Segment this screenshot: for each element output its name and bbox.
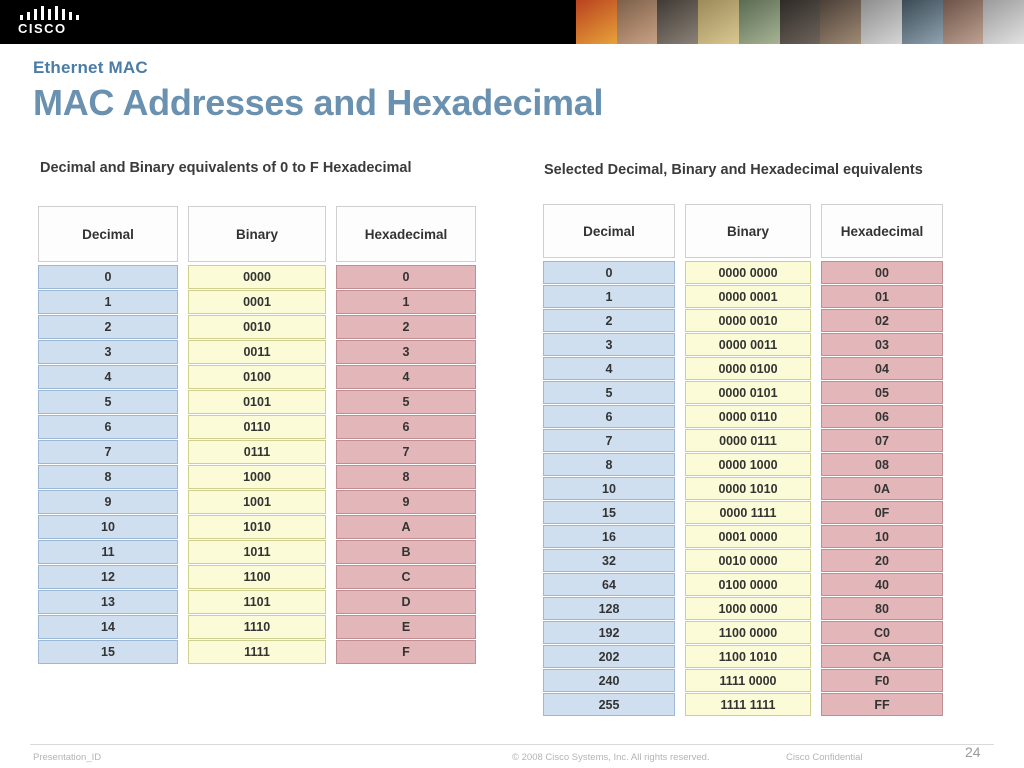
- header-photo-strip: [576, 0, 1024, 44]
- table-cell: 1101: [188, 590, 326, 614]
- header-photo: [739, 0, 780, 44]
- hex-conversion-table-left: [38, 206, 476, 664]
- footer-copyright: © 2008 Cisco Systems, Inc. All rights reserved.: [512, 752, 710, 763]
- table-cell: 5: [38, 390, 178, 414]
- table-cell: 1: [543, 285, 675, 308]
- table-cell: 3: [336, 340, 476, 364]
- table-column-hexadecimal: [821, 204, 943, 716]
- table-cell: 32: [543, 549, 675, 572]
- table-cell: F: [336, 640, 476, 664]
- table-cell: C: [336, 565, 476, 589]
- table-cell: 15: [38, 640, 178, 664]
- table-cell: 15: [543, 501, 675, 524]
- table-column-decimal: [543, 204, 675, 716]
- table-cell: 7: [336, 440, 476, 464]
- table-cell: 1011: [188, 540, 326, 564]
- table-cell: 0101: [188, 390, 326, 414]
- table-cell: 1110: [188, 615, 326, 639]
- table-cell: 14: [38, 615, 178, 639]
- table-cell: 40: [821, 573, 943, 596]
- table-cell: 1100: [188, 565, 326, 589]
- table-cell: 16: [543, 525, 675, 548]
- header-photo: [943, 0, 984, 44]
- table-cell: C0: [821, 621, 943, 644]
- table-cell: 1000: [188, 465, 326, 489]
- table-cell: FF: [821, 693, 943, 716]
- table-cell: 255: [543, 693, 675, 716]
- hex-conversion-table-right: [543, 204, 943, 716]
- table-cell: 0F: [821, 501, 943, 524]
- header-photo: [902, 0, 943, 44]
- table-cell: 0111: [188, 440, 326, 464]
- table-cell: 0001: [188, 290, 326, 314]
- cisco-logo-bar: [48, 9, 51, 20]
- page-title: MAC Addresses and Hexadecimal: [33, 82, 604, 123]
- table-cell: 9: [336, 490, 476, 514]
- table-cell: 6: [543, 405, 675, 428]
- table-cell: 08: [821, 453, 943, 476]
- table-cell: 1: [336, 290, 476, 314]
- table-column-decimal: [38, 206, 178, 664]
- table-cell: 240: [543, 669, 675, 692]
- table-cell: 0A: [821, 477, 943, 500]
- footer-divider: [30, 744, 994, 745]
- table-cell: 0000: [188, 265, 326, 289]
- footer-confidentiality: Cisco Confidential: [786, 752, 863, 763]
- table-cell: 3: [543, 333, 675, 356]
- table-cell: 10: [821, 525, 943, 548]
- table-cell: 4: [543, 357, 675, 380]
- table-cell: 80: [821, 597, 943, 620]
- table-cell: 03: [821, 333, 943, 356]
- cisco-logo-bar: [69, 12, 72, 20]
- table-cell: 0: [336, 265, 476, 289]
- table-cell: 7: [543, 429, 675, 452]
- table-cell: 6: [336, 415, 476, 439]
- table-cell: 2: [38, 315, 178, 339]
- table-cell: 01: [821, 285, 943, 308]
- table-cell: 202: [543, 645, 675, 668]
- table-cell: 06: [821, 405, 943, 428]
- table-cell: 3: [38, 340, 178, 364]
- column-header: Hexadecimal: [821, 204, 943, 258]
- table-cell: 64: [543, 573, 675, 596]
- table-cell: 1010: [188, 515, 326, 539]
- table-cell: 1100 1010: [685, 645, 811, 668]
- table-cell: 00: [821, 261, 943, 284]
- header-photo: [657, 0, 698, 44]
- table-cell: 0100: [188, 365, 326, 389]
- cisco-logo-bars: [20, 6, 82, 20]
- table-cell: 1111 1111: [685, 693, 811, 716]
- table-cell: 04: [821, 357, 943, 380]
- table-cell: 4: [336, 365, 476, 389]
- column-header: Hexadecimal: [336, 206, 476, 262]
- table-cell: 1: [38, 290, 178, 314]
- table-cell: 7: [38, 440, 178, 464]
- slide-kicker: Ethernet MAC: [33, 58, 148, 77]
- table-cell: 1111: [188, 640, 326, 664]
- table-cell: 1100 0000: [685, 621, 811, 644]
- cisco-logo: [18, 6, 138, 38]
- table-cell: 0001 0000: [685, 525, 811, 548]
- table-cell: 8: [336, 465, 476, 489]
- table-cell: 9: [38, 490, 178, 514]
- table-cell: 8: [38, 465, 178, 489]
- table-cell: 12: [38, 565, 178, 589]
- column-header: Binary: [685, 204, 811, 258]
- table-column-binary: [685, 204, 811, 716]
- table-cell: 1000 0000: [685, 597, 811, 620]
- table-cell: 0000 0100: [685, 357, 811, 380]
- table-cell: 02: [821, 309, 943, 332]
- header-photo: [820, 0, 861, 44]
- table-column-hexadecimal: [336, 206, 476, 664]
- table-cell: 8: [543, 453, 675, 476]
- table-cell: 128: [543, 597, 675, 620]
- column-header: Binary: [188, 206, 326, 262]
- header-photo: [780, 0, 821, 44]
- table-cell: 11: [38, 540, 178, 564]
- table-cell: 1111 0000: [685, 669, 811, 692]
- table-cell: 10: [38, 515, 178, 539]
- header-photo: [698, 0, 739, 44]
- table-cell: 0011: [188, 340, 326, 364]
- table-cell: 0000 0101: [685, 381, 811, 404]
- cisco-logo-wordmark: CISCO: [18, 21, 67, 36]
- table-cell: 05: [821, 381, 943, 404]
- page-number: 24: [965, 744, 981, 760]
- table-cell: 0000 1000: [685, 453, 811, 476]
- table-cell: 10: [543, 477, 675, 500]
- table-cell: 0000 0011: [685, 333, 811, 356]
- header-photo: [617, 0, 658, 44]
- table-cell: 6: [38, 415, 178, 439]
- cisco-logo-bar: [20, 15, 23, 20]
- cisco-logo-bar: [55, 6, 58, 20]
- cisco-logo-bar: [34, 9, 37, 20]
- table-cell: 0000 0111: [685, 429, 811, 452]
- cisco-logo-bar: [27, 12, 30, 20]
- cisco-logo-bar: [76, 15, 79, 20]
- column-header: Decimal: [543, 204, 675, 258]
- table-cell: 5: [543, 381, 675, 404]
- table-cell: 0100 0000: [685, 573, 811, 596]
- table-cell: 0: [38, 265, 178, 289]
- footer-presentation-id: Presentation_ID: [33, 752, 102, 763]
- table-cell: 192: [543, 621, 675, 644]
- table-cell: A: [336, 515, 476, 539]
- table-cell: 0000 0010: [685, 309, 811, 332]
- table-cell: 2: [336, 315, 476, 339]
- table-cell: 0010: [188, 315, 326, 339]
- table-cell: 0010 0000: [685, 549, 811, 572]
- table-cell: E: [336, 615, 476, 639]
- table-cell: B: [336, 540, 476, 564]
- table-cell: 1001: [188, 490, 326, 514]
- table-caption-right: Selected Decimal, Binary and Hexadecimal equivalents: [544, 162, 923, 178]
- header-photo: [861, 0, 902, 44]
- table-caption-left: Decimal and Binary equivalents of 0 to F Hexadecimal: [40, 160, 412, 176]
- column-header: Decimal: [38, 206, 178, 262]
- cisco-logo-bar: [62, 9, 65, 20]
- table-cell: CA: [821, 645, 943, 668]
- table-cell: 0000 1111: [685, 501, 811, 524]
- table-cell: 13: [38, 590, 178, 614]
- table-cell: 20: [821, 549, 943, 572]
- table-cell: 07: [821, 429, 943, 452]
- table-cell: 0110: [188, 415, 326, 439]
- header-photo: [983, 0, 1024, 44]
- table-cell: 0000 1010: [685, 477, 811, 500]
- table-cell: D: [336, 590, 476, 614]
- table-cell: 0000 0110: [685, 405, 811, 428]
- table-cell: 0: [543, 261, 675, 284]
- cisco-logo-bar: [41, 6, 44, 20]
- table-cell: 5: [336, 390, 476, 414]
- table-cell: 0000 0001: [685, 285, 811, 308]
- table-column-binary: [188, 206, 326, 664]
- table-cell: F0: [821, 669, 943, 692]
- table-cell: 2: [543, 309, 675, 332]
- top-banner: [0, 0, 1024, 44]
- table-cell: 0000 0000: [685, 261, 811, 284]
- header-photo: [576, 0, 617, 44]
- table-cell: 4: [38, 365, 178, 389]
